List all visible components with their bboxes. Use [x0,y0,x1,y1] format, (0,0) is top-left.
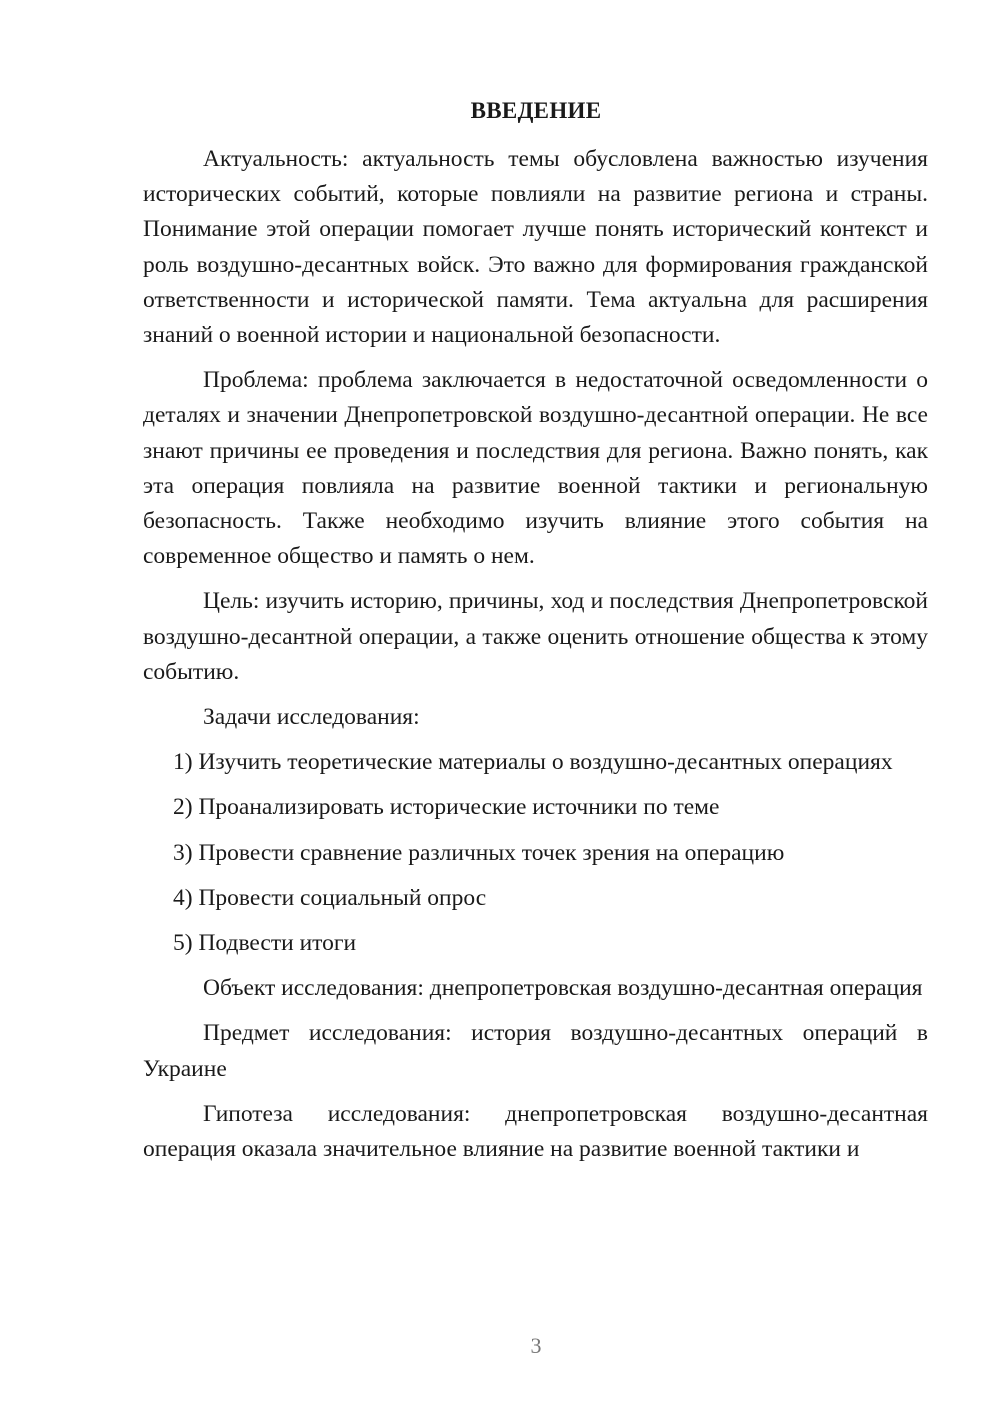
task-item-3: 3) Провести сравнение различных точек зрения на операцию [173,839,785,866]
paragraph-relevance: Актуальность: актуальность темы обусловлена важностью изучения исторических событий, которые повлияли на развитие региона и страны. Понимание этой операции помогает лучше понять исторический контекст и роль воздушно-десантных войск. Это важно для формирования гражданской ответственности и исторической памяти. Тема актуальна для расширения знаний о военной истории и национальной безопасности. [143,146,928,349]
paragraph-subject: Предмет исследования: история воздушно-десантных операций в Украине [143,1020,928,1082]
paragraph-object: Объект исследования: днепропетровская воздушно-десантная операция [203,975,923,1002]
task-item-2: 2) Проанализировать исторические источники по теме [173,794,720,821]
task-item-1: 1) Изучить теоретические материалы о воздушно-десантных операциях [173,749,893,776]
page-number: 3 [530,1333,542,1358]
paragraph-goal: Цель: изучить историю, причины, ход и последствия Днепропетровской воздушно-десантной операции, а также оценить отношение общества к этому событию. [143,588,928,685]
paragraph-problem: Проблема: проблема заключается в недостаточной осведомленности о деталях и значении Днепропетровской воздушно-десантной операции. Не все знают причины ее проведения и последствия для региона. Важно понять, как эта операция повлияла на развитие военной тактики и региональную безопасность. Также необходимо изучить влияние этого события на современное общество и память о нем. [143,367,928,570]
task-item-4: 4) Провести социальный опрос [173,884,487,911]
document-body [143,142,928,1177]
task-item-5: 5) Подвести итоги [173,930,357,957]
paragraph-tasks-heading: Задачи исследования: [203,704,420,731]
paragraph-hypothesis: Гипотеза исследования: днепропетровская воздушно-десантная операция оказала значительное влияние на развитие военной тактики и [143,1100,928,1163]
section-title: ВВЕДЕНИЕ [470,98,602,123]
